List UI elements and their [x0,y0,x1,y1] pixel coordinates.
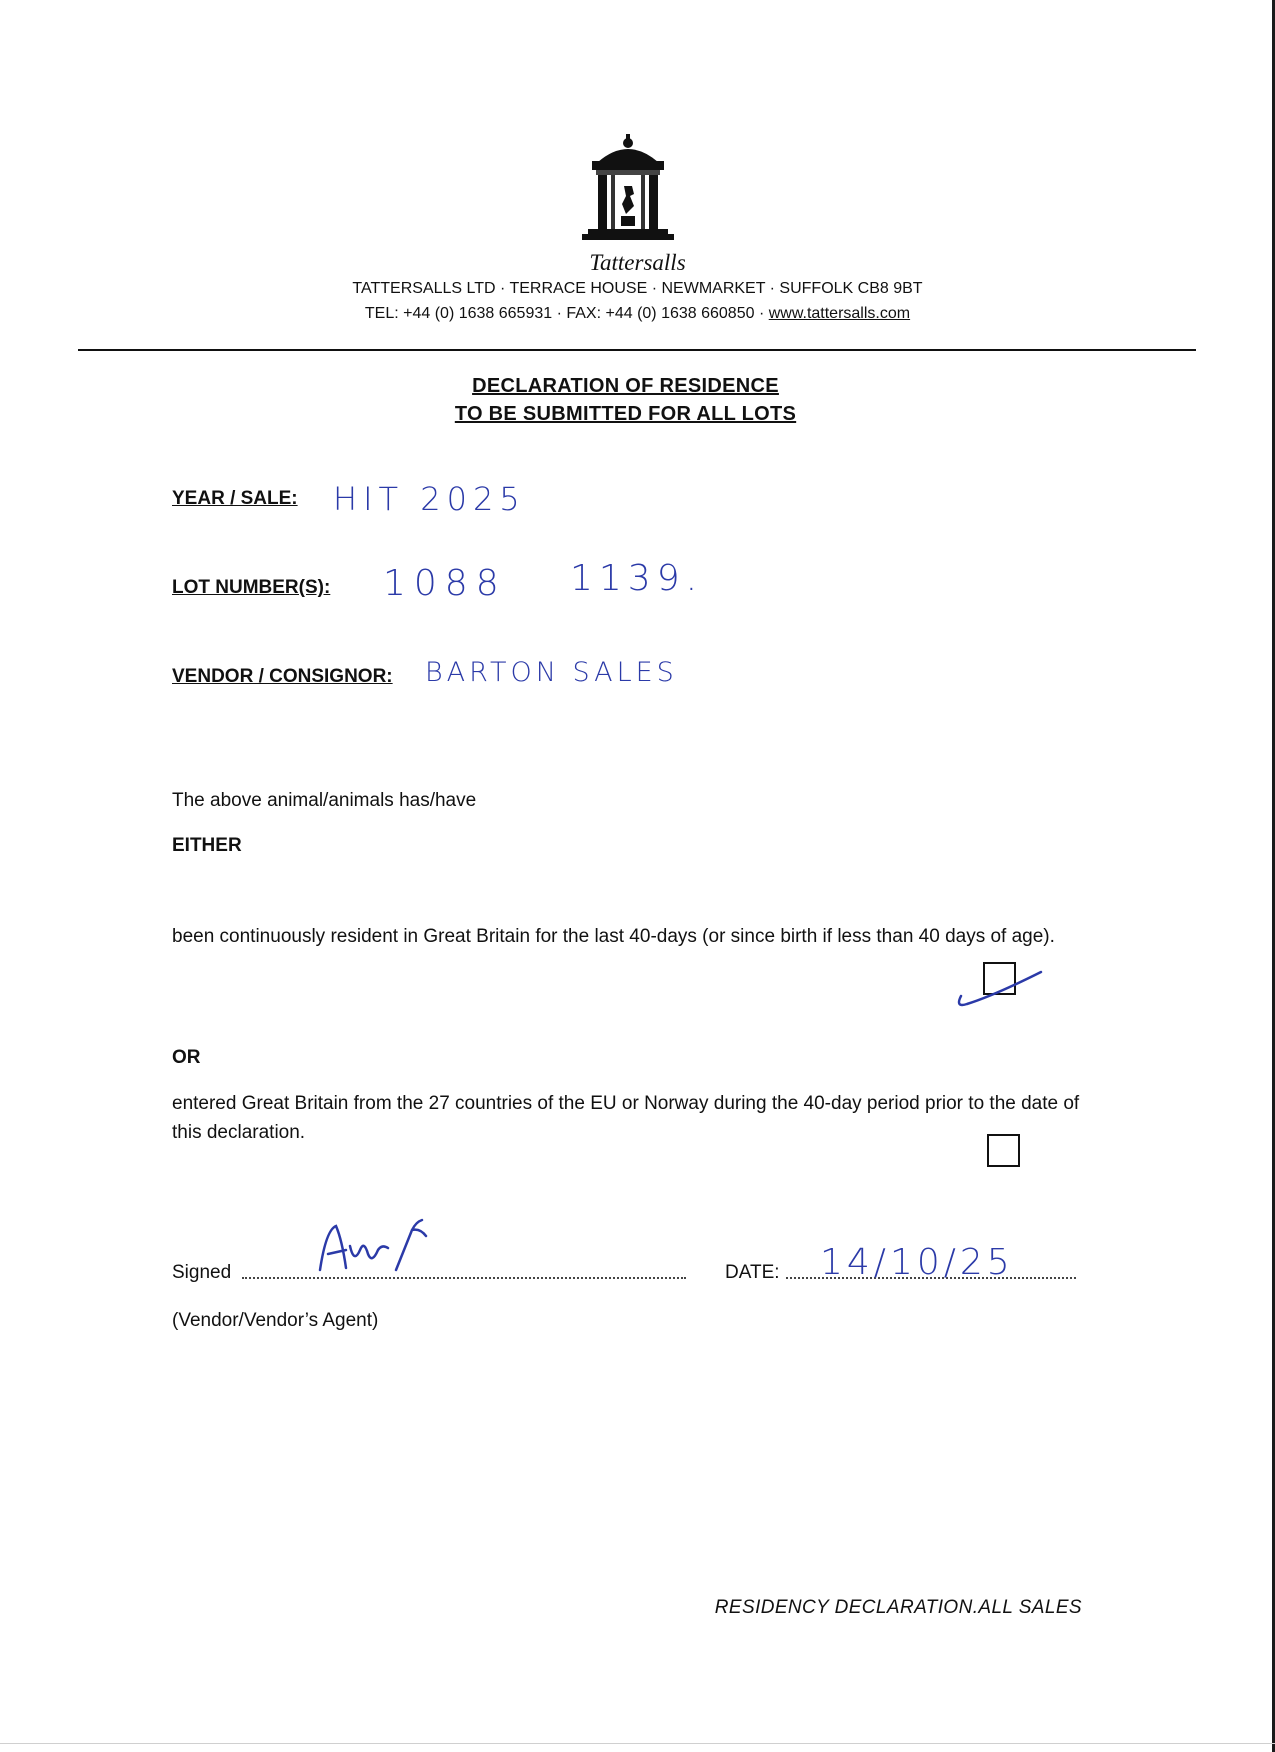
company-address: TATTERSALLS LTD · TERRACE HOUSE · NEWMARKET · SUFFOLK CB8 9BT [352,280,923,297]
date-label: DATE: [725,1262,780,1283]
signer-role: (Vendor/Vendor’s Agent) [172,1310,379,1331]
signed-label: Signed [172,1262,232,1283]
company-contact [0,305,1275,323]
brand-name: Tattersalls [589,250,686,275]
date-value[interactable]: 14/10/25 [820,1242,1014,1283]
tattersalls-logo-icon [578,134,678,248]
lot-number-2[interactable]: 1139. [570,558,704,599]
lot-numbers-label: LOT NUMBER(S): [172,577,331,598]
year-sale-label: YEAR / SALE: [172,488,298,509]
vendor-value[interactable]: BARTON SALES [425,657,678,688]
option-1-checkmark-icon [953,968,1043,1016]
document-title: DECLARATION OF RESIDENCE [472,375,779,397]
header-divider [78,349,1196,351]
option-1-text: been continuously resident in Great Britain for the last 40-days (or since birth if less than 40 days of age). [172,926,1055,947]
or-label: OR [172,1047,201,1068]
option-2-checkbox[interactable] [987,1134,1020,1167]
form-reference: RESIDENCY DECLARATION.ALL SALES [714,1597,1082,1618]
vendor-label: VENDOR / CONSIGNOR: [172,666,393,687]
intro-text: The above animal/animals has/have [172,790,477,811]
document-subtitle: TO BE SUBMITTED FOR ALL LOTS [454,403,797,425]
contact-numbers: TEL: +44 (0) 1638 665931 · FAX: +44 (0) 1638 660850 · [364,305,769,322]
handwritten-signature-icon[interactable] [312,1210,472,1282]
website-link[interactable]: www.tattersalls.com [768,305,911,322]
year-sale-value[interactable]: HIT 2025 [333,480,526,518]
lot-number-1[interactable]: 1088 [383,563,507,604]
option-2-text: entered Great Britain from the 27 countries of the EU or Norway during the 40-day period prior to the date of this declaration. [172,1093,1080,1143]
scan-edge-bottom [0,1743,1275,1744]
either-label: EITHER [172,835,242,856]
